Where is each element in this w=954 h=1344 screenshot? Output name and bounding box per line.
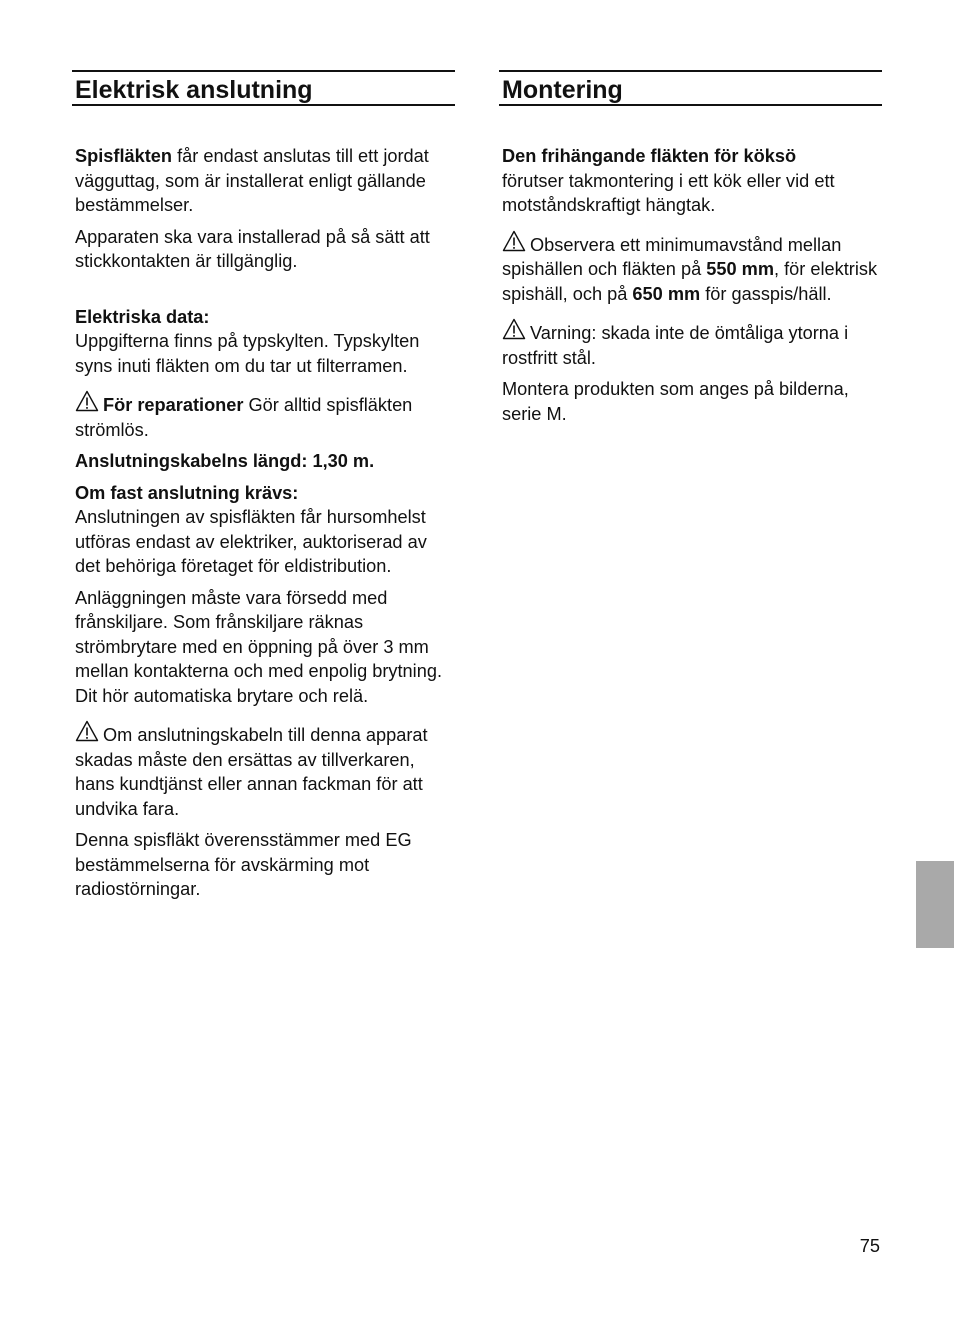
value-550mm: 550 mm [706,259,774,279]
text-min-distance-c: , för elektrisk spishäll, och på [502,259,878,304]
value-650mm: 650 mm [632,283,701,304]
paragraph-damaged-cable [75,720,452,821]
spacer [75,281,452,305]
section-heading-electrical [72,70,455,106]
paragraph-fixed-connection [75,481,452,579]
label-fixed-connection: Om fast anslutning krävs: [75,482,299,503]
left-column [72,70,455,909]
paragraph-steel-warning [502,318,879,370]
heading-electrical-connection: Elektrisk anslutning [75,76,313,104]
text-grounded-socket: får endast anslutas till ett jordat vägguttag, som är installerat enligt gällande bestämmelser. [75,146,429,215]
term-spisflakten: Spisfläkten [75,146,173,166]
text-damaged-cable: Om anslutningskabeln till denna apparat skadas måste den ersättas av tillverkaren, hans kundtjänst eller annan fackman för att undvika fara. [75,725,428,819]
section-heading-mounting [499,70,882,106]
text-ceiling-mount: förutser takmontering i ett kök eller vid ett motståndskraftigt hängtak. [502,170,835,215]
warning-triangle-icon [502,230,526,252]
text-min-distance-d: för gasspis/häll. [700,283,832,304]
paragraph-grounded-socket [75,144,452,218]
warning-triangle-icon [502,318,526,340]
label-island-hood: Den frihängande fläkten för köksö [502,146,797,166]
text-steel-warning: Varning: skada inte de ömtåliga ytorna i rostfritt stål. [502,323,849,368]
right-column [499,70,882,433]
label-electrical-data: Elektriska data: [75,306,210,327]
text-fixed-connection: Anslutningen av spisfläkten får hursomhelst utföras endast av elektriker, auktoriserad av det behöriga företaget för eldistribution. [75,507,427,576]
mounting-content [499,106,882,426]
warning-triangle-icon [75,720,99,742]
paragraph-ceiling-mount [502,144,879,218]
paragraph-minimum-distance [502,230,879,307]
paragraph-electrical-data [75,305,452,379]
paragraph-cable-length [75,449,452,474]
heading-mounting: Montering [502,76,623,104]
label-repairs: För reparationer [103,395,244,415]
thumb-index-tab [916,861,954,948]
paragraph-mount-series: Montera produkten som anges på bilderna, serie M. [502,379,849,424]
text-repairs: Gör alltid spisfläkten strömlös. [75,395,413,440]
warning-triangle-icon [75,390,99,412]
electrical-content [72,106,455,902]
paragraph-eg-compliance: Denna spisfläkt överensstämmer med EG bestämmelserna för avskärming mot radiostörningar. [75,830,412,899]
label-cable-length: Anslutningskabelns längd: 1,30 m. [75,451,375,471]
page-number: 75 [859,1236,880,1256]
paragraph-repairs [75,390,452,442]
paragraph-plug-accessible: Apparaten ska vara installerad på så sätt att stickkontakten är tillgänglig. [75,226,430,271]
text-min-distance-a: Observera ett minimumavstånd mellan spishällen och fläkten på [502,234,842,279]
text-type-plate: Uppgifterna finns på typskylten. Typskylten syns inuti fläkten om du tar ut filterramen. [75,331,420,376]
paragraph-disconnector: Anläggningen måste vara försedd med frånskiljare. Som frånskiljare räknas strömbrytare med en öppning på över 3 mm mellan kontakterna och med enpolig brytning. Dit hör automatiska brytare och relä. [75,587,443,706]
